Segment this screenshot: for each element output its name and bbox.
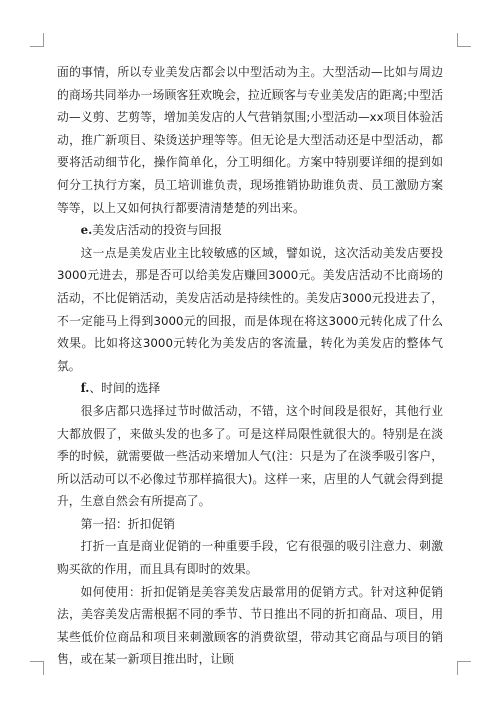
section-heading-timing — [57, 377, 443, 400]
paragraph-investment: 这一点是美发店业主比较敏感的区域，譬如说，这次活动美发店要投3000元进去，那是否可以给美发店赚回3000元。美发店活动不比商场的活动，不比促销活动，美发店活动是持续性的。美发店3000元投进去了，不一定能马上得到3000元的回报，而是体现在将这3000元转化成了什么效果。比如将这3000元转化为美发店的客流量，转化为美发店的整体气氛。 — [57, 245, 443, 373]
paragraph-discount-intro: 打折一直是商业促销的一种重要手段，它有很强的吸引注意力、刺激购买欲的作用，而且具有即时的效果。 — [57, 539, 443, 577]
heading-letter: f. — [80, 381, 90, 396]
document-body — [57, 61, 443, 671]
paragraph-discount-usage: 如何使用：折扣促销是美容美发店最常用的促销方式。针对这种促销法，美容美发店需根据不同的季节、节日推出不同的折扣商品、项目，用某些低价位商品和项目来刺激顾客的消费欲望，带动其它商品与项目的销售，或在某一新项目推出时，让顾 — [57, 584, 443, 667]
section-heading-investment — [57, 219, 443, 242]
subheading-discount: 第一招：折扣促销 — [80, 516, 175, 531]
crop-mark-top-right — [457, 33, 471, 47]
crop-mark-bottom-right — [457, 661, 471, 675]
crop-mark-top-left — [30, 33, 44, 47]
heading-text: 、时间的选择 — [89, 381, 161, 396]
paragraph-timing: 很多店都只选择过节时做活动，不错，这个时间段是很好，其他行业大都放假了，来做头发的也多了。可是这样局限性就很大的。特别是在淡季的时候，就需要做一些活动来增加人气(注：只是为了在淡季吸引客户，所以活动可以不必像过节那样搞很大)。这样一来，店里的人气就会得到提升，生意自然会有所提高了。 — [57, 403, 443, 509]
heading-letter: e. — [80, 223, 93, 238]
paragraph-event-scale: 面的事情，所以专业美发店都会以中型活动为主。大型活动—比如与周边的商场共同举办一场顾客狂欢晚会，拉近顾客与专业美发店的距离;中型活动—义剪、艺剪等，增加美发店的人气营销氛围;小型活动—xx项目体验活动，推广新项目、染烫送护理等等。但无论是大型活动还是中型活动，都要将活动细节化，操作简单化，分工明细化。方案中特别要详细的提到如何分工执行方案，员工培训谁负责，现场推销协助谁负责、员工激励方案等等，以上又如何执行都要清清楚楚的列出来。 — [57, 65, 443, 215]
heading-text: 美发店活动的投资与回报 — [92, 223, 222, 238]
crop-mark-bottom-left — [30, 661, 44, 675]
